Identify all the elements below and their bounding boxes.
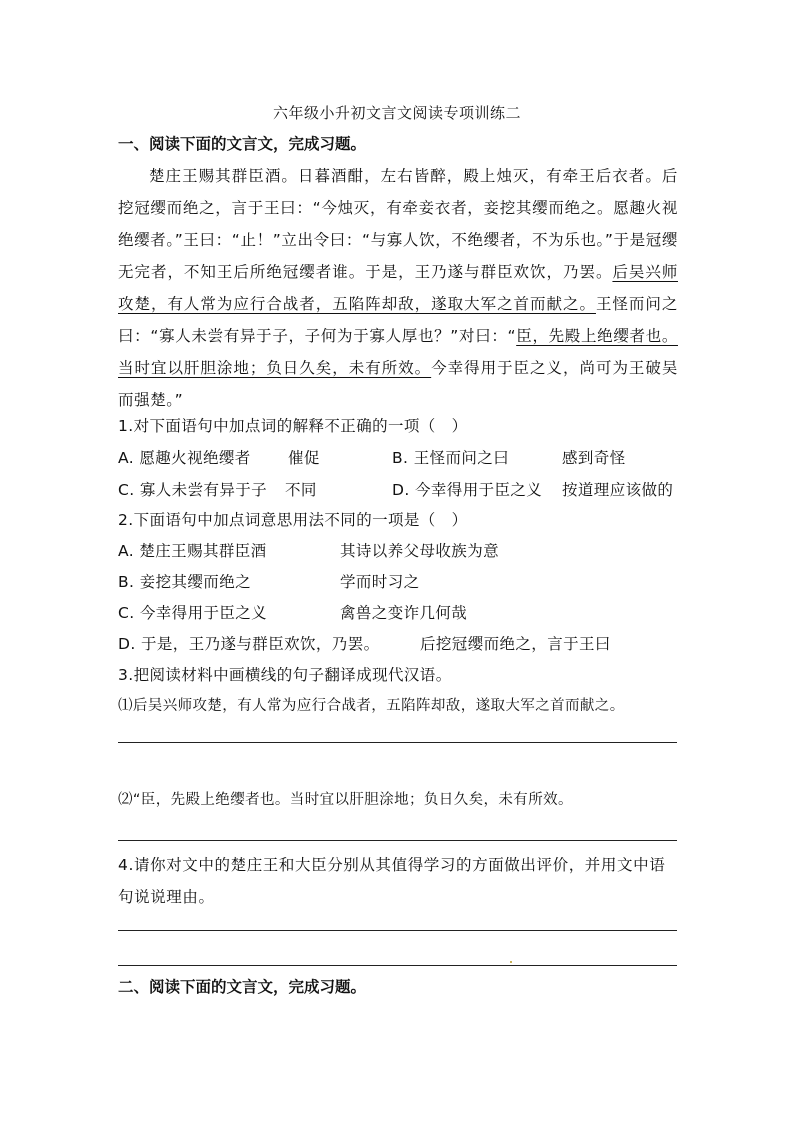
section-1-heading: 一、阅读下面的文言文，完成习题。: [118, 135, 367, 153]
section-2-heading: 二、阅读下面的文言文，完成习题。: [118, 978, 367, 996]
q3-item-2: ⑵“臣，先殿上绝缨者也。当时宜以肝胆涂地；负日久矣，未有所效。: [118, 792, 573, 808]
passage-part-2: 王怪而问之曰：“寡人未尝有异于子，子何为于寡人厚也？”对曰：“: [118, 295, 678, 345]
q1-option-d: D. 今幸得用于臣之义: [392, 481, 543, 499]
q1-option-c-gloss: 不同: [285, 481, 317, 499]
q2-option-c: C. 今幸得用于臣之义: [118, 604, 268, 622]
q3-item-1-answer-line[interactable]: [118, 742, 677, 743]
q2-option-c-compare: 禽兽之变诈几何哉: [340, 604, 468, 622]
passage-underlined-sentence-2: 臣，先殿上绝缨者也。当时宜以肝胆涂地；负日久矣，未有所效。: [118, 327, 678, 377]
q1-option-c: C. 寡人未尝有异于子: [118, 481, 268, 499]
q3-item-2-answer-line[interactable]: [118, 840, 677, 841]
q3-item-1: ⑴后吴兴师攻楚，有人常为应行合战者，五陷阵却敌，遂取大军之首而献之。: [118, 698, 625, 714]
q2-option-a: A. 楚庄王赐其群臣酒: [118, 542, 267, 560]
q1-option-d-gloss: 按道理应该做的: [562, 481, 674, 499]
q1-option-b: B. 王怪而问之曰: [392, 449, 510, 467]
page-title: 六年级小升初文言文阅读专项训练二: [272, 104, 521, 122]
q1-option-a-gloss: 催促: [288, 449, 320, 467]
classical-passage: [118, 160, 678, 416]
q2-option-a-compare: 其诗以养父母收族为意: [340, 542, 500, 560]
passage-part-1: 楚庄王赐其群臣酒。日暮酒酣，左右皆醉，殿上烛灭，有牵王后衣者。后挖冠缨而绝之，言于王曰：“今烛灭，有牵妾衣者，妾挖其缨而绝之。愿趣火视绝缨者。”王曰：“止！”立出令曰：“与寡人饮，不绝缨者，不为乐也。”于是冠缨无完者，不知王后所绝冠缨者谁。于是，王乃遂与群臣欢饮，乃罢。: [118, 167, 678, 281]
q2-option-d-compare: 后挖冠缨而绝之，言于王曰: [420, 635, 611, 653]
q1-option-b-gloss: 感到奇怪: [562, 449, 626, 467]
q1-stem: 1.对下面语句中加点词的解释不正确的一项（ ）: [118, 417, 468, 435]
passage-underlined-sentence-1: 后吴兴师攻楚，有人常为应行合战者，五陷阵却敌，遂取大军之首而献之。: [118, 263, 678, 313]
passage-part-3: 今幸得用于臣之义，尚可为王破吴而强楚。”: [118, 359, 678, 409]
scan-speck: [510, 961, 512, 963]
q2-option-d: D. 于是，王乃遂与群臣欢饮，乃罢。: [118, 635, 380, 653]
q1-option-a: A. 愿趣火视绝缨者: [118, 449, 251, 467]
q4-answer-line-1[interactable]: [118, 930, 677, 931]
q4-stem: 4.请你对文中的楚庄王和大臣分别从其值得学习的方面做出评价，并用文中语句说说理由。: [118, 856, 666, 906]
q2-option-b-compare: 学而时习之: [340, 573, 420, 591]
q4-answer-line-2[interactable]: [118, 965, 677, 966]
q2-stem: 2.下面语句中加点词意思用法不同的一项是（ ）: [118, 511, 468, 529]
q3-stem: 3.把阅读材料中画横线的句子翻译成现代汉语。: [118, 666, 452, 684]
q2-option-b: B. 妾挖其缨而绝之: [118, 573, 251, 591]
